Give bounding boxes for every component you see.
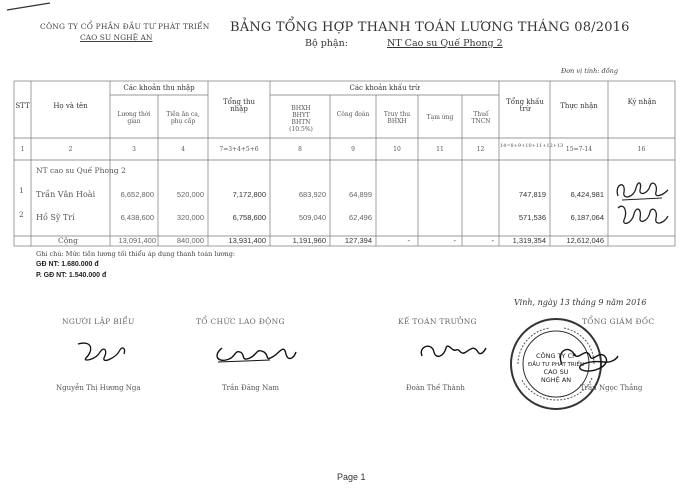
union-value: 62,496 <box>349 213 372 222</box>
svg-text:CAO SU: CAO SU <box>543 368 569 376</box>
header-signature: Ký nhận <box>627 98 657 106</box>
signature-preparer <box>72 338 132 368</box>
total-income-value: 6,758,600 <box>232 213 266 222</box>
total-deduction-value: 571,536 <box>518 213 546 222</box>
header-allowance: Tiền ăn ca, phụ cấp <box>166 111 200 125</box>
header-union: Công đoàn <box>336 111 370 118</box>
header-income-group: Các khoản thu nhập <box>123 84 195 92</box>
signature-ceo <box>552 340 622 380</box>
total-total-income: 13,931,400 <box>228 236 266 245</box>
row-stt: 1 <box>19 186 24 195</box>
index-cell: 1 <box>20 146 25 153</box>
index-cell: 11 <box>436 146 444 153</box>
signer-title-preparer: NGƯỜI LẬP BIỂU <box>62 317 135 326</box>
header-total-deduction: Tổng khấu trừ <box>506 98 544 113</box>
total-label: Cộng <box>58 236 78 245</box>
index-cell: 8 <box>298 146 302 153</box>
total-advance: - <box>453 236 456 245</box>
net-pay-value: 6,187,064 <box>570 213 604 222</box>
header-salary: Lương thời gian <box>117 111 151 125</box>
union-value: 64,899 <box>349 190 372 199</box>
employee-name: Trần Văn Hoài <box>36 190 96 199</box>
signer-name-preparer: Nguyễn Thị Hương Nga <box>56 384 141 392</box>
header-insurance: BHXH BHYT BHTN (10.5%) <box>289 105 313 133</box>
signer-title-hr: TỔ CHỨC LAO ĐỘNG <box>196 317 285 326</box>
document-title: BẢNG TỔNG HỢP THANH TOÁN LƯƠNG THÁNG 08/2016 <box>230 20 630 35</box>
employee-name: Hồ Sỹ Trí <box>36 213 75 222</box>
insurance-value: 509,040 <box>298 213 326 222</box>
header-net-pay: Thực nhận <box>560 102 598 110</box>
header-name: Họ và tên <box>53 102 88 110</box>
recipient-signature-2 <box>614 200 672 230</box>
salary-value: 6,652,800 <box>120 190 154 199</box>
total-salary: 13,091,400 <box>118 236 156 245</box>
index-cell: 16 <box>637 146 646 153</box>
page-number: Page 1 <box>337 472 366 482</box>
signature-hr <box>210 340 300 368</box>
signing-date: Vinh, ngày 13 tháng 9 năm 2016 <box>514 298 647 307</box>
header-pit: Thuế TNCN <box>471 111 491 125</box>
currency-unit: Đơn vị tính: đồng <box>561 67 619 75</box>
total-deduction-value: 747,819 <box>518 190 546 199</box>
total-union: 127,394 <box>344 236 372 245</box>
deputy-director-min-wage: P. GĐ NT: 1.540.000 đ <box>36 272 107 279</box>
director-min-wage: GĐ NT: 1.680.000 đ <box>36 261 99 268</box>
total-total-deduction: 1,319,354 <box>512 236 546 245</box>
allowance-value: 320,000 <box>176 213 204 222</box>
signer-title-ceo: TỔNG GIÁM ĐỐC <box>582 317 655 326</box>
svg-text:NGHỆ AN: NGHỆ AN <box>540 376 572 384</box>
group-label: NT cao su Quế Phong 2 <box>36 166 126 175</box>
header-deduction-group: Các khoản khấu trừ <box>349 84 420 92</box>
index-cell: 4 <box>181 146 185 153</box>
index-cell: 14=8+9+10+11+12+13 <box>500 143 564 149</box>
index-cell: 7=3+4+5+6 <box>219 146 259 153</box>
signer-title-accountant: KẾ TOÁN TRƯỞNG <box>398 317 477 326</box>
company-name: CÔNG TY CỔ PHẦN ĐẦU TƯ PHÁT TRIỂN <box>40 22 210 31</box>
signer-name-hr: Trần Đăng Nam <box>222 384 280 392</box>
total-income-value: 7,172,800 <box>232 190 266 199</box>
total-net-pay: 12,612,046 <box>566 236 604 245</box>
row-stt: 2 <box>19 210 24 219</box>
insurance-value: 683,920 <box>298 190 326 199</box>
index-cell: 2 <box>68 146 73 153</box>
index-cell: 9 <box>351 146 355 153</box>
signer-name-accountant: Đoàn Thế Thành <box>406 384 465 392</box>
company-subname: CAO SU NGHỆ AN <box>80 33 153 42</box>
department-value: NT Cao su Quế Phong 2 <box>387 38 503 49</box>
total-insurance: 1,191,960 <box>292 236 326 245</box>
index-cell: 15=7-14 <box>565 146 593 153</box>
allowance-value: 520,000 <box>176 190 204 199</box>
index-cell: 12 <box>476 146 485 153</box>
total-allowance: 840,000 <box>176 236 204 245</box>
department-label: Bộ phận: <box>305 38 348 49</box>
signature-accountant <box>416 338 490 364</box>
net-pay-value: 6,424,981 <box>570 190 604 199</box>
header-truy-thu: Truy thu BHXH <box>383 111 411 125</box>
index-cell: 3 <box>132 146 136 153</box>
signer-name-ceo: Trần Ngọc Thắng <box>580 384 643 392</box>
total-pit: - <box>491 236 494 245</box>
svg-text:CÔNG TY CP: CÔNG TY CP <box>535 352 577 360</box>
index-cell: 10 <box>393 146 401 153</box>
header-stt: STT <box>15 102 30 110</box>
total-truy-thu: - <box>407 236 410 245</box>
header-advance: Tạm ứng <box>426 114 454 121</box>
salary-value: 6,438,600 <box>120 213 154 222</box>
salary-note: Ghi chú: Mức tiền lương tối thiểu áp dụng thanh toán lương: <box>36 250 236 258</box>
header-total-income: Tổng thu nhập <box>223 98 255 113</box>
svg-text:ĐẦU TƯ PHÁT TRIỂN: ĐẦU TƯ PHÁT TRIỂN <box>528 362 584 368</box>
